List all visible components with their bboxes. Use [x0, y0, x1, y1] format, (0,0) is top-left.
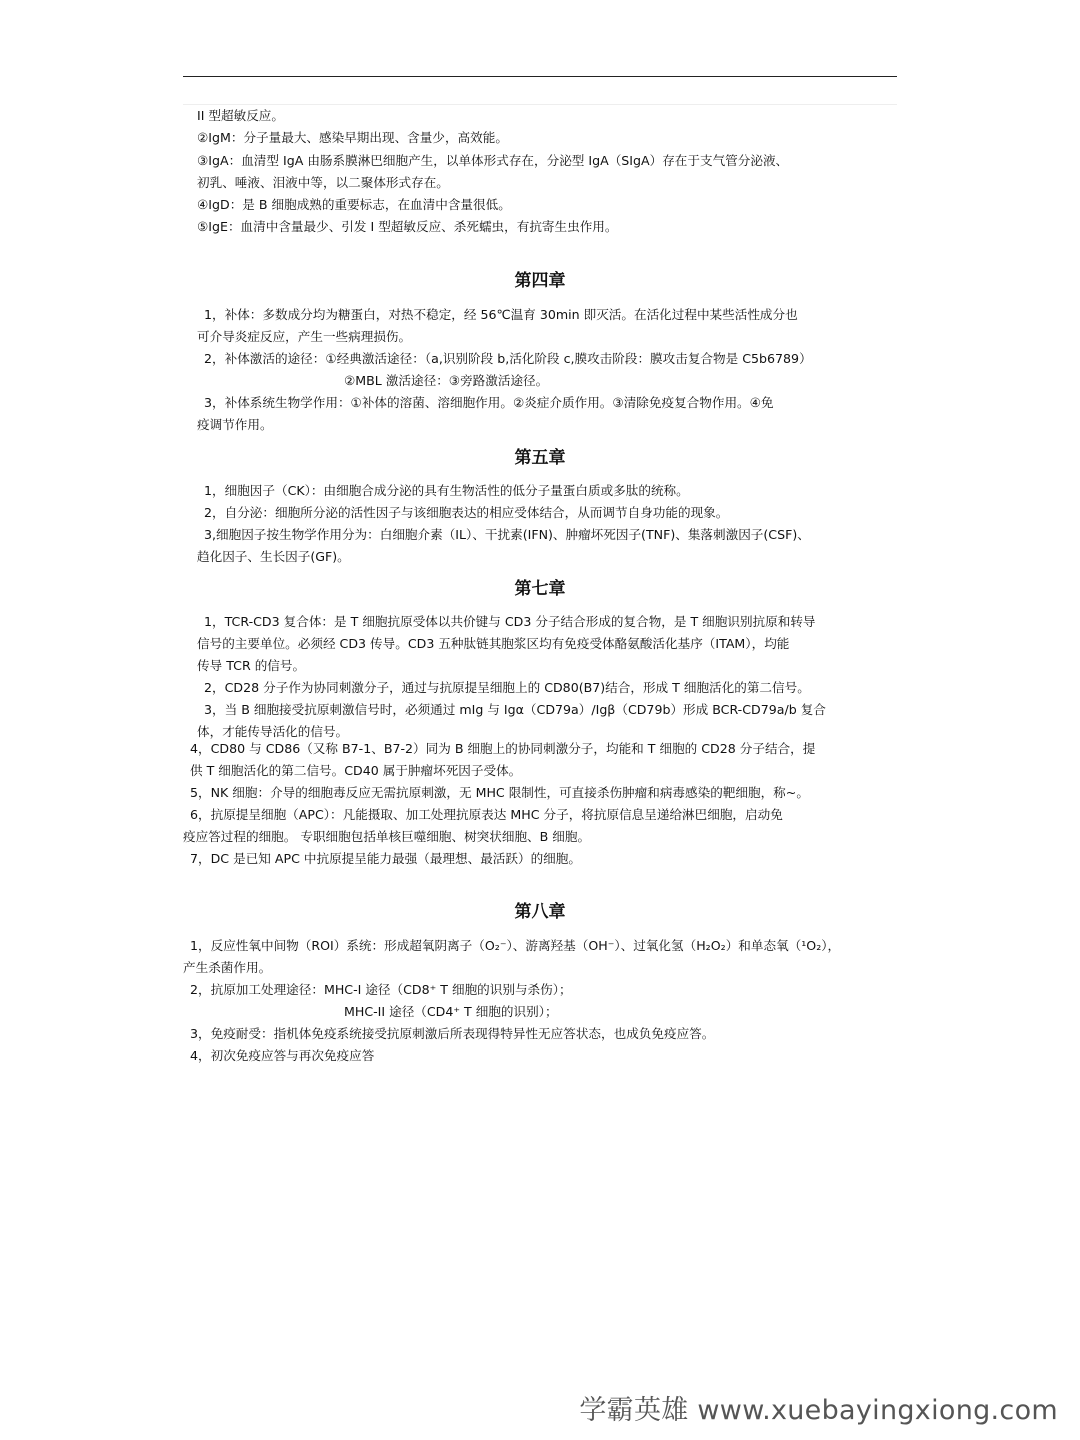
- text-line: ②MBL 激活途径：③旁路激活途径。: [344, 373, 549, 388]
- text-line: 信号的主要单位。必须经 CD3 传导。CD3 五种肽链其胞浆区均有免疫受体酪氨酸活化基序（ITAM），均能: [197, 636, 790, 651]
- text-line: MHC-II 途径（CD4⁺ T 细胞的识别）；: [344, 1004, 558, 1019]
- text-line: 7，DC 是已知 APC 中抗原提呈能力最强（最理想、最活跃）的细胞。: [190, 851, 581, 866]
- text-line: 1，TCR-CD3 复合体：是 T 细胞抗原受体以共价键与 CD3 分子结合形成的复合物，是 T 细胞识别抗原和转导: [204, 614, 816, 629]
- text-line: 初乳、唾液、泪液中等，以二聚体形式存在。: [197, 175, 449, 190]
- text-line: ③IgA：血清型 IgA 由肠系膜淋巴细胞产生，以单体形式存在，分泌型 IgA（SIgA）存在于支气管分泌液、: [197, 153, 789, 168]
- text-line: ②IgM：分子量最大、感染早期出现、含量少，高效能。: [197, 130, 508, 145]
- chapter-7-title: 第七章: [514, 579, 566, 599]
- text-line: ⑤IgE：血清中含量最少、引发 I 型超敏反应、杀死蠕虫，有抗寄生虫作用。: [197, 219, 618, 234]
- text-line: 传导 TCR 的信号。: [197, 658, 306, 673]
- text-line: 体，才能传导活化的信号。: [197, 724, 349, 739]
- text-line: 5，NK 细胞：介导的细胞毒反应无需抗原刺激，无 MHC 限制性，可直接杀伤肿瘤和病毒感染的靶细胞，称~。: [190, 785, 809, 800]
- text-line: II 型超敏反应。: [197, 108, 284, 123]
- site-watermark: 学霸英雄 www.xuebayingxiong.com: [579, 1395, 1058, 1426]
- chapter-8-title: 第八章: [514, 902, 566, 922]
- text-line: 1，细胞因子（CK）：由细胞合成分泌的具有生物活性的低分子量蛋白质或多肽的统称。: [204, 483, 689, 498]
- text-line: 3，免疫耐受：指机体免疫系统接受抗原刺激后所表现得特异性无应答状态，也成负免疫应答。: [190, 1026, 715, 1041]
- faint-header-rule: [183, 104, 897, 105]
- text-line: 2，自分泌：细胞所分泌的活性因子与该细胞表达的相应受体结合，从而调节自身功能的现象。: [204, 505, 729, 520]
- header-rule: [183, 76, 897, 77]
- text-line: 供 T 细胞活化的第二信号。CD40 属于肿瘤坏死因子受体。: [190, 763, 522, 778]
- text-line: 疫调节作用。: [197, 417, 273, 432]
- text-line: 2，CD28 分子作为协同刺激分子，通过与抗原提呈细胞上的 CD80(B7)结合，形成 T 细胞活化的第二信号。: [204, 680, 810, 695]
- text-line: 2，补体激活的途径：①经典激活途径：（a,识别阶段 b,活化阶段 c,膜攻击阶段：膜攻击复合物是 C5b6789）: [204, 351, 812, 366]
- text-line: 1，补体：多数成分均为糖蛋白，对热不稳定，经 56℃温育 30min 即灭活。在活化过程中某些活性成分也: [204, 307, 798, 322]
- text-line: 趋化因子、生长因子(GF)。: [197, 549, 350, 564]
- text-line: 3，当 B 细胞接受抗原刺激信号时，必须通过 mIg 与 Igα（CD79a）/Igβ（CD79b）形成 BCR-CD79a/b 复合: [204, 702, 826, 717]
- text-line: 6，抗原提呈细胞（APC）：凡能摄取、加工处理抗原表达 MHC 分子，将抗原信息呈递给淋巴细胞，启动免: [190, 807, 783, 822]
- text-line: 2，抗原加工处理途径：MHC-I 途径（CD8⁺ T 细胞的识别与杀伤）；: [190, 982, 572, 997]
- text-line: 1，反应性氧中间物（ROI）系统：形成超氧阴离子（O₂⁻）、游离羟基（OH⁻）、过氧化氢（H₂O₂）和单态氧（¹O₂），: [190, 938, 841, 953]
- text-line: 4，CD80 与 CD86（又称 B7-1、B7-2）同为 B 细胞上的协同刺激分子，均能和 T 细胞的 CD28 分子结合，提: [190, 741, 816, 756]
- text-line: 产生杀菌作用。: [183, 960, 272, 975]
- text-line: ④IgD：是 B 细胞成熟的重要标志，在血清中含量很低。: [197, 197, 511, 212]
- chapter-4-title: 第四章: [514, 271, 566, 291]
- text-line: 3，补体系统生物学作用：①补体的溶菌、溶细胞作用。②炎症介质作用。③清除免疫复合物作用。④免: [204, 395, 774, 410]
- text-line: 3,细胞因子按生物学作用分为：白细胞介素（IL）、干扰素(IFN)、肿瘤坏死因子(TNF)、集落刺激因子(CSF)、: [204, 527, 810, 542]
- text-line: 4，初次免疫应答与再次免疫应答: [190, 1048, 375, 1063]
- chapter-5-title: 第五章: [514, 448, 566, 468]
- text-line: 疫应答过程的细胞。 专职细胞包括单核巨噬细胞、树突状细胞、B 细胞。: [183, 829, 591, 844]
- text-line: 可介导炎症反应，产生一些病理损伤。: [197, 329, 412, 344]
